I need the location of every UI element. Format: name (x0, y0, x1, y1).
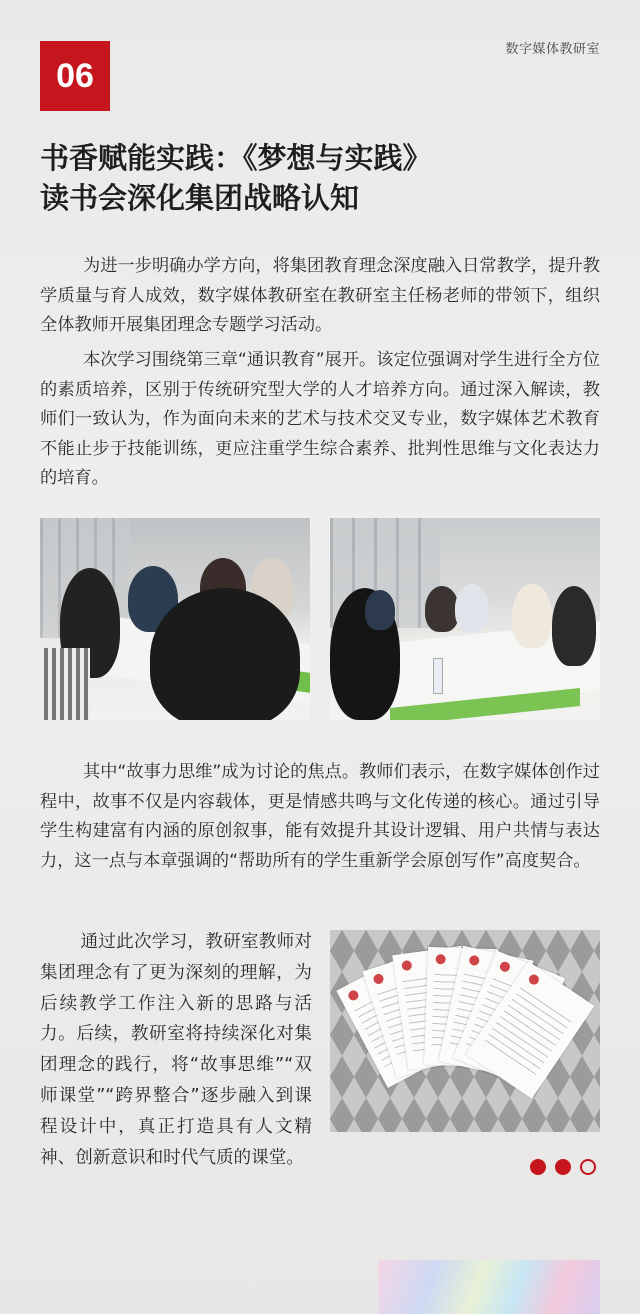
section-number-badge: 06 (40, 41, 110, 111)
paragraph-conclusion: 通过此次学习，教研室教师对集团理念有了更为深刻的理解，为后续教学工作注入新的思路与活力。后续，教研室将持续深化对集团理念的践行，将“故事思维”“双师课堂”“跨界整合”逐步融入到课程设计中，真正打造具有人文精神、创新意识和时代气质的课堂。 (40, 932, 312, 1168)
carousel-dot-1[interactable] (530, 1159, 546, 1175)
meeting-photo-left (40, 518, 310, 720)
carousel-indicator (530, 1159, 596, 1175)
decorative-gradient-banner (378, 1260, 600, 1314)
paragraph-general-education: 本次学习围绕第三章“通识教育”展开。该定位强调对学生进行全方位的素质培养，区别于传统研究型大学的人才培养方向。通过深入解读，教师们一致认为，作为面向未来的艺术与技术交叉专业，数字媒体艺术教育不能止步于技能训练，更应注重学生综合素养、批判性思维与文化表达力的培育。 (40, 350, 600, 488)
meeting-photo-right (330, 518, 600, 720)
paragraph-intro: 为进一步明确办学方向，将集团教育理念深度融入日常教学，提升教学质量与育人成效，数字媒体教研室在教研室主任杨老师的带领下，组织全体教师开展集团理念专题学习活动。 (40, 256, 600, 335)
article-title (40, 138, 600, 218)
carousel-dot-3[interactable] (580, 1159, 596, 1175)
carousel-dot-2[interactable] (555, 1159, 571, 1175)
paragraph-storytelling: 其中“故事力思维”成为讨论的焦点。教师们表示，在数字媒体创作过程中，故事不仅是内容载体，更是情感共鸣与文化传递的核心。通过引导学生构建富有内涵的原创叙事，能有效提升其设计逻辑、用户共情与表达力，这一点与本章强调的“帮助所有的学生重新学会原创写作”高度契合。 (40, 762, 600, 871)
department-label: 数字媒体教研室 (505, 42, 600, 57)
title-line-1: 书香赋能实践：《梦想与实践》 (40, 141, 432, 175)
reading-notes-photo (330, 930, 600, 1132)
title-line-2: 读书会深化集团战略认知 (40, 181, 360, 215)
